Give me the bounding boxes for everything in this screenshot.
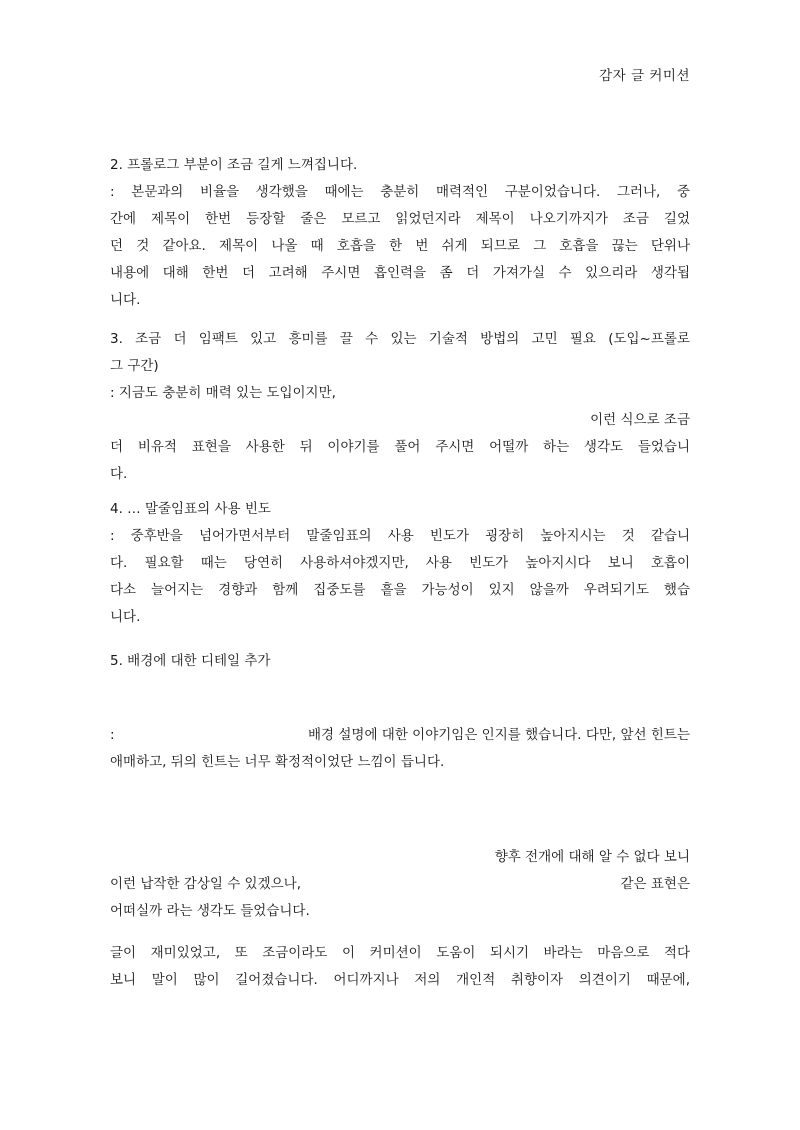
section-5-line-3: 향후 전개에 대해 알 수 없다 보니 [494, 849, 690, 865]
section-4 [110, 496, 690, 631]
section-5-heading: 5. 배경에 대한 디테일 추가 [110, 653, 271, 669]
closing-line-2: 보니 말이 많이 길어졌습니다. 어디까지나 저의 개인적 취향이자 의견이기 때문에, [110, 972, 690, 988]
section-4-line-1: : 중후반을 넘어가면서부터 말줄임표의 사용 빈도가 굉장히 높아지시는 것 같습니 [110, 528, 690, 544]
section-5-line-4a: 이런 납작한 감상일 수 있겠으나, [110, 876, 301, 892]
section-5-body [110, 722, 690, 776]
section-5-line-2: 애매하고, 뒤의 힌트는 너무 확정적이었단 느낌이 듭니다. [110, 754, 445, 770]
section-2-line-4: 내용에 대해 한번 더 고려해 주시면 흡인력을 좀 더 가져가실 수 있으리라 생각됩 [110, 265, 690, 281]
section-5-line-5: 어떠실까 라는 생각도 들었습니다. [110, 903, 310, 919]
closing-line-1: 글이 재미있었고, 또 조금이라도 이 커미션이 도움이 되시기 바라는 마음으로 적다 [110, 945, 690, 961]
section-2-line-2: 간에 제목이 한번 등장할 줄은 모르고 읽었던지라 제목이 나오기까지가 조금 길었 [110, 211, 690, 227]
section-5-line-1-row [110, 722, 690, 749]
section-3-line-1: : 지금도 충분히 매력 있는 도입이지만, [110, 385, 336, 401]
section-3 [110, 326, 690, 488]
section-2-heading: 2. 프롤로그 부분이 조금 길게 느껴집니다. [110, 157, 358, 173]
section-3-line-4: 다. [110, 466, 128, 482]
section-3-line-3: 더 비유적 표현을 사용한 뒤 이야기를 풀어 주시면 어떨까 하는 생각도 들었습니 [110, 439, 690, 455]
section-5-colon: : [110, 727, 115, 743]
section-3-heading-1: 3. 조금 더 임팩트 있고 흥미를 끌 수 있는 기술적 방법의 고민 필요 (도입~프롤로 [110, 331, 690, 347]
section-3-heading-2: 그 구간) [110, 358, 159, 374]
section-5-line-4b: 같은 표현은 [620, 876, 690, 892]
section-2-line-5: 니다. [110, 292, 141, 308]
section-2-line-3: 던 것 같아요. 제목이 나올 때 호흡을 한 번 쉬게 되므로 그 호흡을 끊는 단위나 [110, 238, 690, 254]
section-4-heading: 4. … 말줄임표의 사용 빈도 [110, 501, 271, 517]
section-2-line-1: : 본문과의 비율을 생각했을 때에는 충분히 매력적인 구분이었습니다. 그러나, 중 [110, 184, 690, 200]
section-3-line-2: 이런 식으로 조금 [590, 412, 690, 428]
section-4-line-3: 다소 늘어지는 경향과 함께 집중도를 흩을 가능성이 있지 않을까 우려되기도 했습 [110, 582, 690, 598]
section-5-line-1: 배경 설명에 대한 이야기임은 인지를 했습니다. 다만, 앞선 힌트는 [308, 727, 690, 743]
closing-paragraph [110, 940, 690, 994]
section-5-body-2 [110, 844, 690, 925]
section-5-line-4-row [110, 871, 690, 898]
section-4-line-4: 니다. [110, 609, 141, 625]
section-5 [110, 648, 690, 675]
section-4-line-2: 다. 필요할 때는 당연히 사용하셔야겠지만, 사용 빈도가 높아지시다 보니 호흡이 [110, 555, 690, 571]
header-title: 감자 글 커미션 [599, 68, 690, 84]
section-2 [110, 152, 690, 314]
